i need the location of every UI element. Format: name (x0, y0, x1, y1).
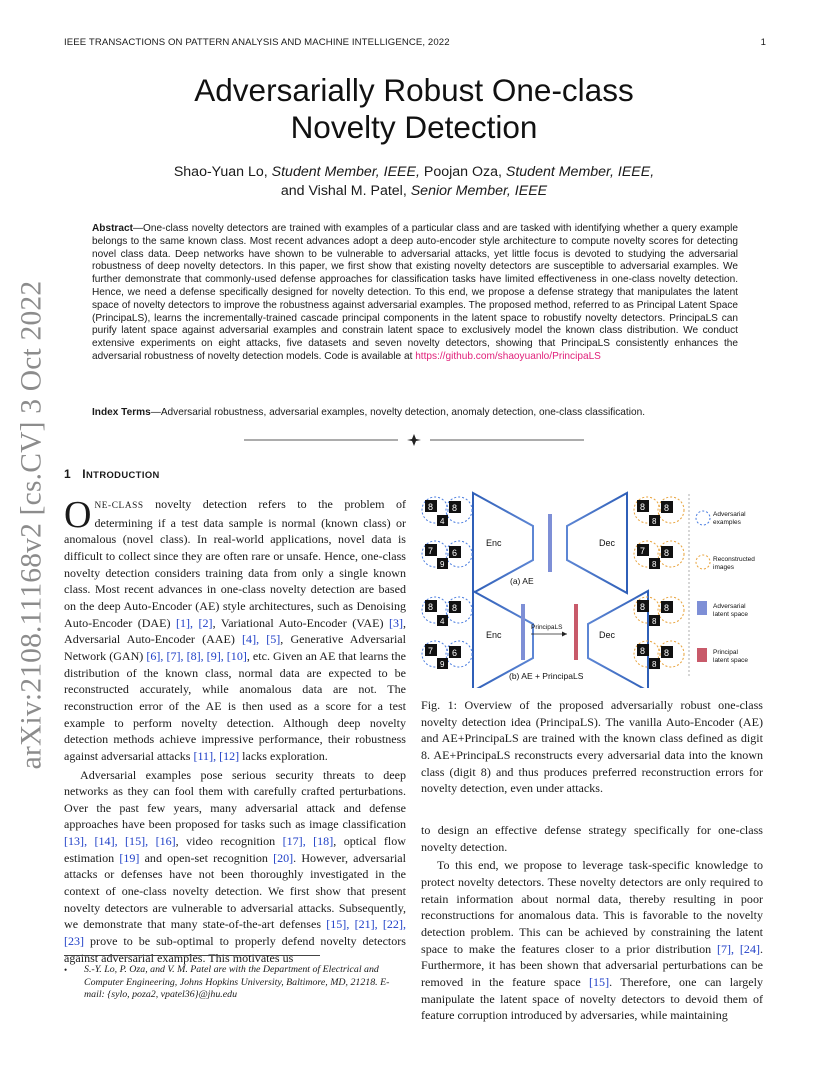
body-text: . Furthermore, it has been shown that adversarial perturbations can be removed in the feature space (421, 941, 764, 989)
body-text: , Generative Adversarial Network (GAN) (64, 632, 406, 663)
decoder-label: Dec (599, 538, 616, 548)
abstract-label: Abstract (92, 223, 133, 234)
citation-link[interactable]: [11], [12] (193, 748, 240, 763)
digit-tile: 8 (652, 560, 657, 569)
author-line-1 (0, 163, 828, 182)
citation-link[interactable]: [17], [18] (282, 834, 334, 849)
abstract (92, 223, 738, 364)
paper-title (0, 72, 828, 146)
legend-adversarial-swatch (696, 511, 710, 525)
author-name: and Vishal M. Patel, (280, 182, 411, 199)
right-paragraph-2 (421, 857, 763, 1024)
subfigure-b-caption: (b) AE + PrincipaLS (509, 671, 584, 681)
small-caps-lead: NE-CLASS (94, 501, 144, 511)
legend-label: latent space (713, 657, 749, 664)
legend-reconstructed-swatch (696, 555, 710, 569)
digit-tile: 8 (428, 502, 434, 512)
body-text: , Adversarial Auto-Encoder (AAE) (64, 615, 407, 647)
digit-tile: 8 (640, 646, 646, 656)
citation-link[interactable]: [15] (589, 974, 610, 989)
index-terms-label: Index Terms (92, 407, 151, 418)
body-text: . Therefore, one can largely manipulate the latent space of novelty detectors to devoid them of feature corruption introduced by adversaries, while maintaining (421, 974, 763, 1023)
body-text: novelty detection refers to the problem of determining if a test data sample is normal (known class) or anomalous (novel class). In real-world applications, novel data is difficult to collect since they are often rare or unsafe. Hence, one-class novelty detection considers training data from only a single known class. Most recent advances in one-class novelty detection are based on the deep Auto-Encoder (AE) style architectures, such as Denoising Auto-Encoder (DAE) (64, 497, 406, 630)
author-membership: Student Member, IEEE, (271, 164, 420, 180)
input-digits-top (422, 497, 472, 569)
body-text: , optical flow estimation (64, 834, 406, 865)
author-list (0, 163, 828, 200)
digit-tile: 9 (440, 560, 445, 569)
body-text: To this end, we propose to leverage task-specific knowledge to protect novelty detectors. These novelty detectors are only required to retain information about normal data, thereby resulting in poor reconstructions for anomalous data. This is favorable to the novelty detection problem. This can be achieved by constraining the latent space to make the features closer to a prior distribution (421, 858, 763, 956)
caption-text: Overview of the proposed adversarially robust one-class novelty detection idea (PrincipaLS). The vanilla Auto-Encoder (AE) and AE+PrincipaLS are trained with the known class defined as digit 8. AE+PrincipaLS reconstructs every adversarial data into the known class (digit 8) and thus produces preferred reconstruction errors for novelty detection, even under attacks. (421, 698, 763, 796)
digit-tile: 9 (440, 660, 445, 669)
footnote-bullet: • (64, 965, 68, 975)
body-text: , video recognition (175, 834, 283, 849)
author-membership: Student Member, IEEE, (505, 164, 655, 180)
digit-tile: 7 (428, 546, 434, 556)
drop-cap: O (64, 494, 92, 536)
body-text: and open-set recognition (139, 850, 274, 865)
figure-1-caption (421, 697, 763, 797)
legend-label: Principal (713, 649, 738, 656)
legend-label: Adversarial (713, 511, 746, 518)
title-line-2: Novelty Detection (290, 109, 538, 145)
section-number: 1 (64, 467, 72, 481)
decoder-label: Dec (599, 630, 616, 640)
digit-tile: 4 (440, 617, 445, 626)
author-name: Poojan Oza, (419, 164, 506, 180)
principal-latent-bar (574, 604, 578, 660)
legend-label: images (713, 564, 734, 571)
legend (696, 511, 755, 664)
caption-label: Fig. 1: (421, 698, 457, 712)
star-ornament-icon (407, 434, 421, 446)
page-number: 1 (760, 37, 766, 48)
encoder-label: Enc (486, 538, 502, 548)
legend-principal-latent-swatch (697, 648, 707, 662)
digit-tile: 8 (652, 660, 657, 669)
index-terms (92, 406, 738, 419)
digit-tile: 6 (452, 648, 458, 658)
digit-tile: 7 (640, 546, 646, 556)
intro-paragraph-1 (64, 496, 406, 765)
digit-tile: 8 (452, 503, 458, 513)
body-text: Adversarial examples pose serious security threats to deep networks as they can fool them with carefully crafted perturbations. Over the past few years, many adversarial attack and defense approaches have been proposed for tasks such as image classification (64, 767, 406, 832)
figure-1-diagram (421, 488, 766, 688)
left-column (64, 496, 406, 966)
digit-tile: 8 (652, 517, 657, 526)
section-title-rest: NTRODUCTION (86, 469, 160, 480)
digit-tile: 8 (640, 502, 646, 512)
title-line-1: Adversarially Robust One-class (194, 72, 634, 108)
body-text: prove to be sub-optimal to properly defend novelty detectors against adversarial examples. This motivates us (64, 934, 406, 965)
legend-label: Adversarial (713, 603, 746, 610)
digit-tile: 8 (664, 603, 670, 613)
digit-tile: 8 (664, 503, 670, 513)
right-paragraph-1: to design an effective defense strategy specifically for one-class novelty detection. (421, 823, 763, 854)
citation-link[interactable]: [6], [7], [8], [9], [10] (146, 648, 247, 663)
digit-tile: 8 (428, 602, 434, 612)
digit-tile: 8 (452, 603, 458, 613)
running-header: IEEE TRANSACTIONS ON PATTERN ANALYSIS AND MACHINE INTELLIGENCE, 2022 (64, 37, 450, 48)
legend-label: Reconstructed (713, 556, 755, 563)
adversarial-latent-bar (521, 604, 525, 660)
ae-decoder-top (567, 493, 627, 593)
citation-link[interactable]: [19] (119, 850, 140, 865)
citation-link[interactable]: [15], [21], [22], [23] (64, 917, 406, 949)
arrowhead-icon (562, 632, 567, 637)
index-terms-text: —Adversarial robustness, adversarial examples, novelty detection, anomaly detection, one-class classification. (150, 407, 645, 418)
citation-link[interactable]: [7], [24] (717, 941, 760, 956)
citation-link[interactable]: [13], [14], [15], [16] (64, 834, 176, 849)
footnote-rule (64, 955, 320, 956)
adversarial-latent-bar (548, 514, 552, 572)
subfigure-a-caption: (a) AE (510, 576, 534, 586)
arxiv-stamp (8, 280, 56, 770)
abstract-text: —One-class novelty detectors are trained with examples of a particular class and are tasked with identifying whether a query example belongs to the same known class. Most recent advances adopt a deep auto-encoder style architecture to compute novelty scores for detecting novel class data. Deep networks have shown to be vulnerable to adversarial attacks, yet little focus is devoted to studying the adversarial robustness of deep novelty detectors. In this paper, we first show that existing novelty detectors are susceptible to adversarial examples. We further demonstrate that commonly-used defense approaches for classification tasks have limited effectiveness in one-class novelty detection. Hence, we need a defense specifically designed for novelty detection. To this end, we propose a defense strategy that manipulates the latent space of novelty detectors to improve the robustness against adversarial examples. The proposed method, referred to as Principal Latent Space (PrincipaLS), learns the incrementally-trained cascade principal components in the latent space to robustify novelty detectors. PrincipaLS can purify latent space against adversarial examples and constrain latent space to exclusively model the known class distribution. We conduct extensive experiments on eight attacks, five datasets and seven novelty detectors, showing that PrincipaLS consistently enhances the adversarial robustness of novelty detection models. Code is available at (92, 223, 738, 362)
principals-label: PrincipaLS (531, 624, 563, 631)
body-text: . However, adversarial attacks or defenses have not been thoroughly investigated in the context of one-class novelty detection. We first show that present novelty detectors are vulnerable to adversarial attacks. Subsequently, we demonstrate that many state-of-the-art defenses (64, 850, 407, 932)
encoder-label: Enc (486, 630, 502, 640)
reconstructed-digits-top (634, 497, 684, 569)
citation-link[interactable]: [4], [5] (242, 632, 281, 647)
author-membership: Senior Member, IEEE (410, 182, 548, 199)
digit-tile: 4 (440, 517, 445, 526)
footnote-text: S.-Y. Lo, P. Oza, and V. M. Patel are with the Department of Electrical and Computer Engineering, Johns Hopkins University, Baltimore, MD, 21218. E-mail: {sylo, poza2, vpatel36}@jhu.edu (84, 964, 390, 1001)
citation-link[interactable]: [20] (273, 850, 294, 865)
section-heading (64, 467, 160, 481)
digit-tile: 8 (652, 617, 657, 626)
right-column (421, 822, 763, 1024)
section-separator (0, 433, 828, 447)
digit-tile: 8 (664, 548, 670, 558)
digit-tile: 7 (428, 646, 434, 656)
author-line-2 (0, 182, 828, 201)
body-text: , Variational Auto-Encoder (VAE) (212, 615, 389, 630)
body-text: , etc. Given an AE that learns the distribution of the known class, normal data are expected to be reconstructed accurately, while anomalous data are not. The reconstruction error of the AE is then used as a score for a test example to perform novelty detection. Although deep novelty detection methods achieve impressive performance, their robustness against adversarial attacks (64, 648, 406, 763)
legend-label: examples (713, 519, 741, 526)
body-text: lacks exploration. (239, 748, 328, 763)
citation-link[interactable]: [3] (388, 615, 403, 630)
affiliation-footnote (64, 964, 406, 1002)
legend-adversarial-latent-swatch (697, 601, 707, 615)
legend-label: latent space (713, 611, 749, 618)
code-link[interactable]: https://github.com/shaoyuanlo/PrincipaLS (415, 350, 601, 362)
digit-tile: 8 (640, 602, 646, 612)
digit-tile: 8 (664, 648, 670, 658)
author-name: Shao-Yuan Lo, (173, 164, 272, 180)
citation-link[interactable]: [1], [2] (175, 615, 213, 630)
intro-paragraph-2 (64, 767, 406, 967)
arxiv-identifier: arXiv:2108.11168v2 [cs.CV] 3 Oct 2022 (15, 280, 48, 770)
digit-tile: 6 (452, 548, 458, 558)
input-digits-bottom (422, 597, 472, 669)
section-title-initial: I (82, 467, 87, 481)
